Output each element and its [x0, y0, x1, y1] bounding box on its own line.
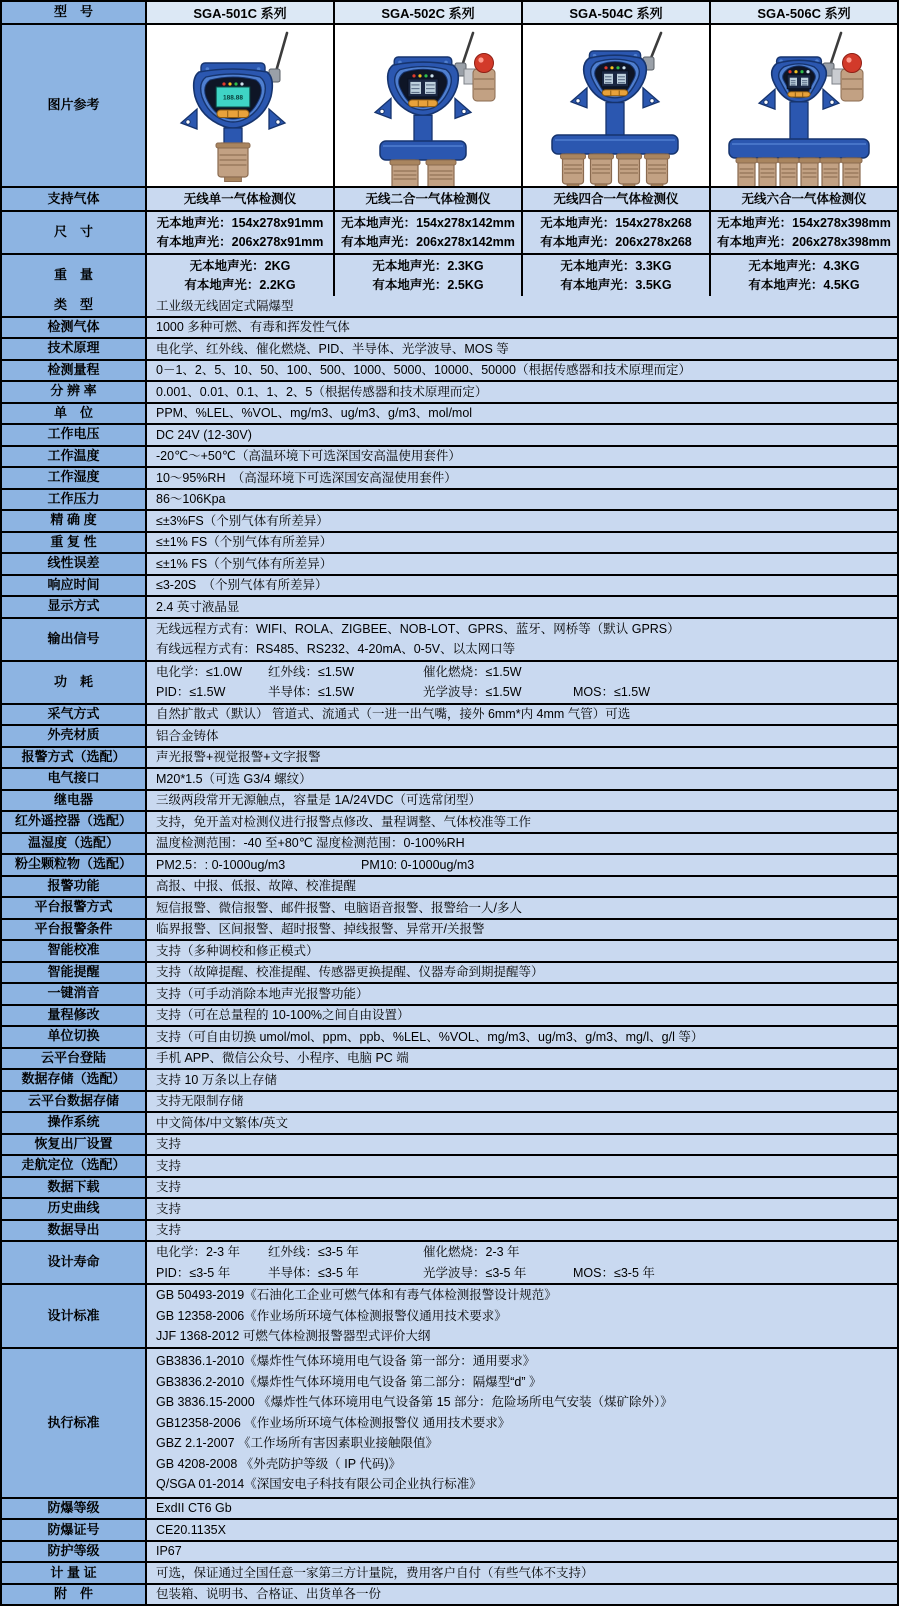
svg-text:188.88: 188.88	[223, 94, 243, 102]
spec-value-line: 支持（可自由切换 umol/mol、ppm、ppb、%LEL、%VOL、mg/m3、ug/m3、g/m3、mg/l、g/l 等）	[156, 1029, 704, 1044]
row-label: 智能校准	[2, 941, 147, 961]
spec-value-line: ≤±1% FS（个别气体有所差异）	[156, 556, 333, 571]
spec-value-segment: 温度检测范围：-40 至+80℃	[156, 836, 313, 850]
row-label: 云平台登陆	[2, 1049, 147, 1069]
product-image-wireless-2in1-gas-detector	[335, 25, 523, 186]
spec-value-line: 无本地声光：4.3KG	[748, 258, 860, 273]
model-spec-cell	[335, 188, 523, 210]
table-row	[2, 920, 897, 942]
spec-value-line: 86～106Kpa	[156, 492, 226, 506]
spec-value-line: 支持（可在总量程的 10-100%之间自由设置）	[156, 1008, 410, 1022]
row-label: 重 复 性	[2, 533, 147, 553]
spec-value-line: 无本地声光：154x278x142mm	[341, 215, 515, 230]
row-value	[147, 533, 897, 553]
table-row	[2, 812, 897, 834]
table-row	[2, 188, 897, 212]
table-row	[2, 1499, 897, 1521]
row-value	[147, 1585, 897, 1605]
table-row	[2, 619, 897, 662]
spec-value-line	[156, 1263, 897, 1284]
table-row	[2, 511, 897, 533]
row-label: 继电器	[2, 791, 147, 811]
spec-value-segment: 湿度检测范围：0-100%RH	[316, 836, 465, 850]
row-value	[147, 619, 897, 660]
product-image-wireless-4in1-gas-detector	[523, 25, 711, 186]
row-value	[147, 1221, 897, 1241]
row-label: 分 辨 率	[2, 382, 147, 402]
spec-value-line: 三级两段常开无源触点，容量是 1A/24VDC（可选常闭型）	[156, 793, 482, 807]
spec-value-line: Q/SGA 01-2014《深国安电子科技有限公司企业执行标准》	[156, 1477, 482, 1492]
row-label-model: 型 号	[2, 2, 147, 23]
row-label: 支持气体	[2, 188, 147, 210]
row-label: 平台报警方式	[2, 898, 147, 918]
row-label: 防护等级	[2, 1542, 147, 1562]
spec-value-line: 有本地声光：2.5KG	[372, 277, 484, 292]
table-row	[2, 296, 897, 318]
table-row	[2, 339, 897, 361]
spec-value-segment: 电化学：≤1.0W	[156, 664, 243, 679]
model-name-sga-504c: SGA-504C 系列	[523, 2, 711, 23]
row-value	[147, 1006, 897, 1026]
spec-value-segment: 半导体：≤1.5W	[268, 685, 355, 699]
spec-value-line: GBZ 2.1-2007 《工作场所有害因素职业接触限值》	[156, 1436, 438, 1451]
row-label: 平台报警条件	[2, 920, 147, 940]
row-value	[147, 984, 897, 1004]
row-value	[147, 490, 897, 510]
product-image-wireless-single-gas-detector	[147, 25, 335, 186]
row-label: 精 确 度	[2, 511, 147, 531]
row-label: 设计标准	[2, 1285, 147, 1347]
row-value	[147, 791, 897, 811]
spec-value-line: 0－1、2、5、10、50、100、500、1000、5000、10000、50000（根据传感器和技术原理而定）	[156, 363, 691, 377]
spec-value-line: 支持无限制存储	[156, 1094, 244, 1108]
row-label: 报警方式（选配）	[2, 748, 147, 768]
table-row	[2, 769, 897, 791]
row-value	[147, 855, 897, 875]
table-row	[2, 255, 897, 296]
spec-value-line: 无本地声光：2.3KG	[372, 258, 484, 273]
table-row	[2, 963, 897, 985]
row-value	[147, 1499, 897, 1519]
row-label: 重 量	[2, 255, 147, 296]
model-name-sga-502c: SGA-502C 系列	[335, 2, 523, 23]
row-label: 单 位	[2, 404, 147, 424]
spec-value-line: 0.001、0.01、0.1、1、2、5（根据传感器和技术原理而定）	[156, 384, 488, 399]
spec-value-line: 无线远程方式有：WIFI、ROLA、ZIGBEE、NOB-LOT、GPRS、蓝牙、网桥等（默认 GPRS）	[156, 621, 680, 636]
spec-value-line: 有本地声光：206x278x91mm	[156, 234, 324, 249]
table-row	[2, 1156, 897, 1178]
spec-value-line: 可选，保证通过全国任意一家第三方计量院，费用客户自付（有些气体不支持）	[156, 1565, 594, 1580]
row-value	[147, 726, 897, 746]
table-header-row	[2, 2, 897, 25]
row-value	[147, 339, 897, 359]
row-value	[147, 812, 897, 832]
table-row	[2, 1070, 897, 1092]
row-value	[147, 1092, 897, 1112]
spec-value-segment: MOS：≤3-5 年	[573, 1265, 655, 1280]
spec-value-line: GB 50493-2019《石油化工企业可燃气体和有毒气体检测报警设计规范》	[156, 1288, 557, 1303]
model-spec-cell	[147, 212, 335, 253]
spec-value-line	[156, 855, 897, 876]
spec-value-line: GB3836.2-2010《爆炸性气体环境用电气设备 第二部分：隔爆型“d” 》	[156, 1374, 542, 1389]
spec-value-line: 有本地声光：206x278x398mm	[717, 234, 891, 249]
gas-detector-illustration	[147, 27, 333, 186]
row-label: 温湿度（选配）	[2, 834, 147, 854]
spec-value-segment: 红外线：≤1.5W	[268, 664, 355, 679]
spec-value-line: 支持（多种调校和修正模式）	[156, 943, 319, 958]
table-row	[2, 877, 897, 899]
spec-value-line: 支持，免开盖对检测仪进行报警点修改、量程调整、气体校准等工作	[156, 814, 532, 829]
model-spec-cell	[523, 188, 711, 210]
product-image-wireless-6in1-gas-detector	[711, 25, 897, 186]
spec-value-segment: 电化学：2-3 年	[156, 1245, 241, 1259]
row-value	[147, 1049, 897, 1069]
model-spec-cell	[147, 188, 335, 210]
spec-value-line: GB 4208-2008 《外壳防护等级（ IP 代码)》	[156, 1456, 401, 1471]
row-label: 响应时间	[2, 576, 147, 596]
row-label: 工作温度	[2, 447, 147, 467]
row-label: 操作系统	[2, 1113, 147, 1133]
spec-value-line: 短信报警、微信报警、邮件报警、电脑语音报警、报警给一人/多人	[156, 900, 522, 915]
row-value	[147, 1349, 897, 1497]
spec-value-segment: MOS：≤1.5W	[573, 685, 651, 699]
table-row	[2, 662, 897, 705]
spec-value-line: 支持	[156, 1201, 182, 1216]
row-value	[147, 554, 897, 574]
spec-value-line: 支持	[156, 1137, 182, 1151]
row-label: 设计寿命	[2, 1242, 147, 1283]
spec-value-line: 有本地声光：206x278x142mm	[341, 234, 515, 249]
model-spec-cell	[711, 188, 897, 210]
spec-value-line: 有本地声光：3.5KG	[560, 277, 672, 292]
spec-value-segment: 光学波导：≤3-5 年	[423, 1265, 527, 1280]
table-row	[2, 1542, 897, 1564]
table-row	[2, 318, 897, 340]
model-spec-cell	[711, 212, 897, 253]
table-row	[2, 361, 897, 383]
table-row	[2, 984, 897, 1006]
spec-value-line: 支持（故障提醒、校准提醒、传感器更换提醒、仪器寿命到期提醒等）	[156, 965, 544, 979]
model-name-sga-506c: SGA-506C 系列	[711, 2, 897, 23]
row-value	[147, 963, 897, 983]
spec-value-line: 无线单一气体检测仪	[183, 191, 297, 206]
row-label: 技术原理	[2, 339, 147, 359]
table-row	[2, 425, 897, 447]
spec-value-line: 声光报警+视觉报警+文字报警	[156, 750, 321, 764]
gas-detector-illustration	[335, 27, 521, 186]
row-value	[147, 1520, 897, 1540]
row-value	[147, 511, 897, 531]
product-image-row	[2, 25, 897, 188]
spec-value-line: -20℃～+50℃（高温环境下可选深国安高温使用套件）	[156, 449, 461, 463]
row-label: 尺 寸	[2, 212, 147, 253]
spec-value-line: CE20.1135X	[156, 1522, 226, 1537]
spec-value-line: ≤3-20S （个别气体有所差异）	[156, 578, 328, 592]
row-label: 类 型	[2, 296, 147, 316]
spec-value-line: 无本地声光：3.3KG	[560, 258, 672, 273]
table-row	[2, 533, 897, 555]
table-row	[2, 1027, 897, 1049]
spec-value-line: IP67	[156, 1544, 182, 1559]
model-spec-cell	[523, 255, 711, 296]
row-label: 检测量程	[2, 361, 147, 381]
spec-value-line: 临界报警、区间报警、超时报警、掉线报警、异常开/关报警	[156, 922, 485, 936]
spec-value-line: 有本地声光：4.5KG	[748, 277, 860, 292]
gas-detector-illustration	[523, 27, 709, 186]
spec-value-line: 工业级无线固定式隔爆型	[156, 298, 294, 313]
spec-value-segment: 半导体：≤3-5 年	[268, 1265, 359, 1280]
row-value	[147, 597, 897, 617]
spec-value-segment: PM10: 0-1000ug/m3	[361, 857, 475, 872]
row-label: 工作电压	[2, 425, 147, 445]
spec-value-line: 无线二合一气体检测仪	[365, 191, 491, 206]
table-row	[2, 382, 897, 404]
row-label: 智能提醒	[2, 963, 147, 983]
row-value	[147, 1285, 897, 1347]
spec-value-segment: PM2.5：: 0-1000ug/m3	[156, 857, 286, 872]
spec-value-line: 无本地声光：2KG	[189, 258, 291, 273]
row-value	[147, 1542, 897, 1562]
spec-value-line: GB 12358-2006《作业场所环境气体检测报警仪通用技术要求》	[156, 1308, 507, 1323]
row-label: 电气接口	[2, 769, 147, 789]
table-row	[2, 748, 897, 770]
row-value	[147, 382, 897, 402]
spec-value-segment: PID：≤3-5 年	[156, 1265, 231, 1280]
row-value	[147, 576, 897, 596]
row-value	[147, 920, 897, 940]
spec-value-line: DC 24V (12-30V)	[156, 427, 252, 442]
row-label: 量程修改	[2, 1006, 147, 1026]
row-label: 外壳材质	[2, 726, 147, 746]
spec-value-segment: 红外线：≤3-5 年	[268, 1245, 359, 1259]
spec-value-line: 支持	[156, 1180, 182, 1194]
table-row	[2, 705, 897, 727]
model-name-sga-501c: SGA-501C 系列	[147, 2, 335, 23]
table-row	[2, 1135, 897, 1157]
row-label: 工作湿度	[2, 468, 147, 488]
table-row	[2, 1349, 897, 1499]
row-label: 走航定位（选配）	[2, 1156, 147, 1176]
spec-value-line: 手机 APP、微信公众号、小程序、电脑 PC 端	[156, 1051, 409, 1065]
row-value	[147, 705, 897, 725]
row-value	[147, 447, 897, 467]
spec-value-line	[156, 1242, 897, 1263]
row-label: 显示方式	[2, 597, 147, 617]
spec-value-line: 无本地声光：154x278x398mm	[717, 215, 891, 230]
table-row	[2, 404, 897, 426]
spec-value-line: ≤±3%FS（个别气体有所差异）	[156, 513, 329, 528]
row-label: 云平台数据存储	[2, 1092, 147, 1112]
table-row	[2, 1006, 897, 1028]
row-label: 数据导出	[2, 1221, 147, 1241]
spec-value-line: 支持 10 万条以上存储	[156, 1072, 277, 1087]
table-row	[2, 597, 897, 619]
row-value	[147, 1135, 897, 1155]
row-label: 采气方式	[2, 705, 147, 725]
table-row	[2, 576, 897, 598]
row-label: 红外遥控器（选配）	[2, 812, 147, 832]
model-spec-cell	[147, 255, 335, 296]
table-row	[2, 490, 897, 512]
row-value	[147, 1156, 897, 1176]
table-row	[2, 1221, 897, 1243]
spec-value-line: GB12358-2006 《作业场所环境气体检测报警仪 通用技术要求》	[156, 1415, 511, 1430]
row-value	[147, 1070, 897, 1090]
row-value	[147, 898, 897, 918]
row-value	[147, 318, 897, 338]
spec-value-segment: 催化燃烧：≤1.5W	[423, 664, 522, 679]
row-value	[147, 662, 897, 703]
row-label: 数据存储（选配）	[2, 1070, 147, 1090]
spec-value-line	[156, 682, 897, 703]
spec-value-segment: 光学波导：≤1.5W	[423, 685, 522, 699]
table-row	[2, 1520, 897, 1542]
row-label: 防爆证号	[2, 1520, 147, 1540]
spec-value-segment: PID：≤1.5W	[156, 685, 226, 699]
row-value	[147, 941, 897, 961]
spec-value-line: 中文简体/中文繁体/英文	[156, 1115, 288, 1130]
table-row	[2, 212, 897, 255]
row-value	[147, 404, 897, 424]
spec-value-line: 2.4 英寸液晶显	[156, 599, 240, 614]
row-value	[147, 748, 897, 768]
table-row	[2, 1285, 897, 1349]
spec-value-line: 无本地声光：154x278x268	[540, 215, 692, 230]
row-label: 单位切换	[2, 1027, 147, 1047]
row-value	[147, 769, 897, 789]
spec-value-line: 电化学、红外线、催化燃烧、PID、半导体、光学波导、MOS 等	[156, 341, 509, 356]
spec-value-line: GB3836.1-2010《爆炸性气体环境用电气设备 第一部分：通用要求》	[156, 1354, 536, 1369]
spec-value-line: 有线远程方式有：RS485、RS232、4-20mA、0-5V、以太网口等	[156, 642, 516, 656]
row-label: 报警功能	[2, 877, 147, 897]
row-label: 防爆等级	[2, 1499, 147, 1519]
row-value	[147, 361, 897, 381]
table-row	[2, 726, 897, 748]
row-label-images: 图片参考	[2, 25, 147, 186]
spec-value-line: 高报、中报、低报、故障、校准提醒	[156, 879, 357, 893]
row-label: 一键消音	[2, 984, 147, 1004]
row-value	[147, 468, 897, 488]
row-value	[147, 1113, 897, 1133]
row-value	[147, 877, 897, 897]
row-label: 输出信号	[2, 619, 147, 660]
spec-value-line: JJF 1368-2012 可燃气体检测报警器型式评价大纲	[156, 1329, 431, 1344]
gas-detector-illustration	[711, 27, 897, 186]
spec-value-line: 无本地声光：154x278x91mm	[156, 215, 324, 230]
spec-value-line: 有本地声光：206x278x268	[540, 234, 692, 249]
table-row	[2, 1092, 897, 1114]
model-spec-cell	[523, 212, 711, 253]
spec-value-line: M20*1.5（可选 G3/4 螺纹）	[156, 771, 312, 786]
row-label: 历史曲线	[2, 1199, 147, 1219]
spec-value-line: PPM、%LEL、%VOL、mg/m3、ug/m3、g/m3、mol/mol	[156, 406, 473, 420]
spec-value-line: ≤±1% FS（个别气体有所差异）	[156, 535, 333, 549]
spec-value-line: 铝合金铸体	[156, 728, 219, 743]
row-value	[147, 1178, 897, 1198]
spec-value-line: ExdII CT6 Gb	[156, 1501, 232, 1516]
spec-value-line: 支持	[156, 1223, 182, 1237]
table-row	[2, 898, 897, 920]
row-label: 工作压力	[2, 490, 147, 510]
row-value	[147, 834, 897, 854]
model-spec-cell	[335, 255, 523, 296]
row-label: 数据下载	[2, 1178, 147, 1198]
row-value	[147, 1027, 897, 1047]
row-value	[147, 296, 897, 316]
table-row	[2, 834, 897, 856]
table-row	[2, 468, 897, 490]
table-row	[2, 1113, 897, 1135]
row-label: 功 耗	[2, 662, 147, 703]
spec-value-line: GB 3836.15-2000 《爆炸性气体环境用电气设备第 15 部分：危险场所电气安装（煤矿除外）》	[156, 1395, 673, 1410]
spec-value-line	[156, 833, 897, 854]
model-spec-cell	[711, 255, 897, 296]
table-row	[2, 1049, 897, 1071]
spec-value-line: 无线四合一气体检测仪	[553, 191, 679, 206]
spec-value-line: 支持	[156, 1158, 182, 1173]
table-row	[2, 447, 897, 469]
row-label: 附 件	[2, 1585, 147, 1605]
spec-value-line: 自然扩散式（默认） 管道式、流通式（一进一出气嘴，接外 6mm*内 4mm 气管）可选	[156, 707, 631, 721]
table-row	[2, 554, 897, 576]
table-row	[2, 791, 897, 813]
table-row	[2, 941, 897, 963]
row-value	[147, 425, 897, 445]
row-label: 检测气体	[2, 318, 147, 338]
spec-value-line: 支持（可手动消除本地声光报警功能）	[156, 986, 369, 1001]
spec-value-segment: 催化燃烧：2-3 年	[423, 1245, 520, 1259]
spec-value-line: 10～95%RH （高湿环境下可选深国安高湿使用套件）	[156, 470, 457, 485]
model-spec-cell	[335, 212, 523, 253]
row-value	[147, 1199, 897, 1219]
row-value	[147, 1242, 897, 1283]
table-row	[2, 1563, 897, 1585]
row-label: 恢复出厂设置	[2, 1135, 147, 1155]
row-label: 执行标准	[2, 1349, 147, 1497]
table-row	[2, 855, 897, 877]
table-row	[2, 1178, 897, 1200]
row-label: 线性误差	[2, 554, 147, 574]
table-row	[2, 1242, 897, 1285]
spec-value-line	[156, 662, 897, 683]
row-value	[147, 1563, 897, 1583]
row-label: 计 量 证	[2, 1563, 147, 1583]
spec-value-line: 1000 多种可燃、有毒和挥发性气体	[156, 320, 350, 334]
spec-value-line: 有本地声光：2.2KG	[184, 277, 296, 292]
table-row	[2, 1199, 897, 1221]
table-row	[2, 1585, 897, 1605]
row-label: 粉尘颗粒物（选配）	[2, 855, 147, 875]
spec-value-line: 无线六合一气体检测仪	[741, 191, 867, 206]
spec-value-line: 包装箱、说明书、合格证、出货单各一份	[156, 1587, 382, 1602]
